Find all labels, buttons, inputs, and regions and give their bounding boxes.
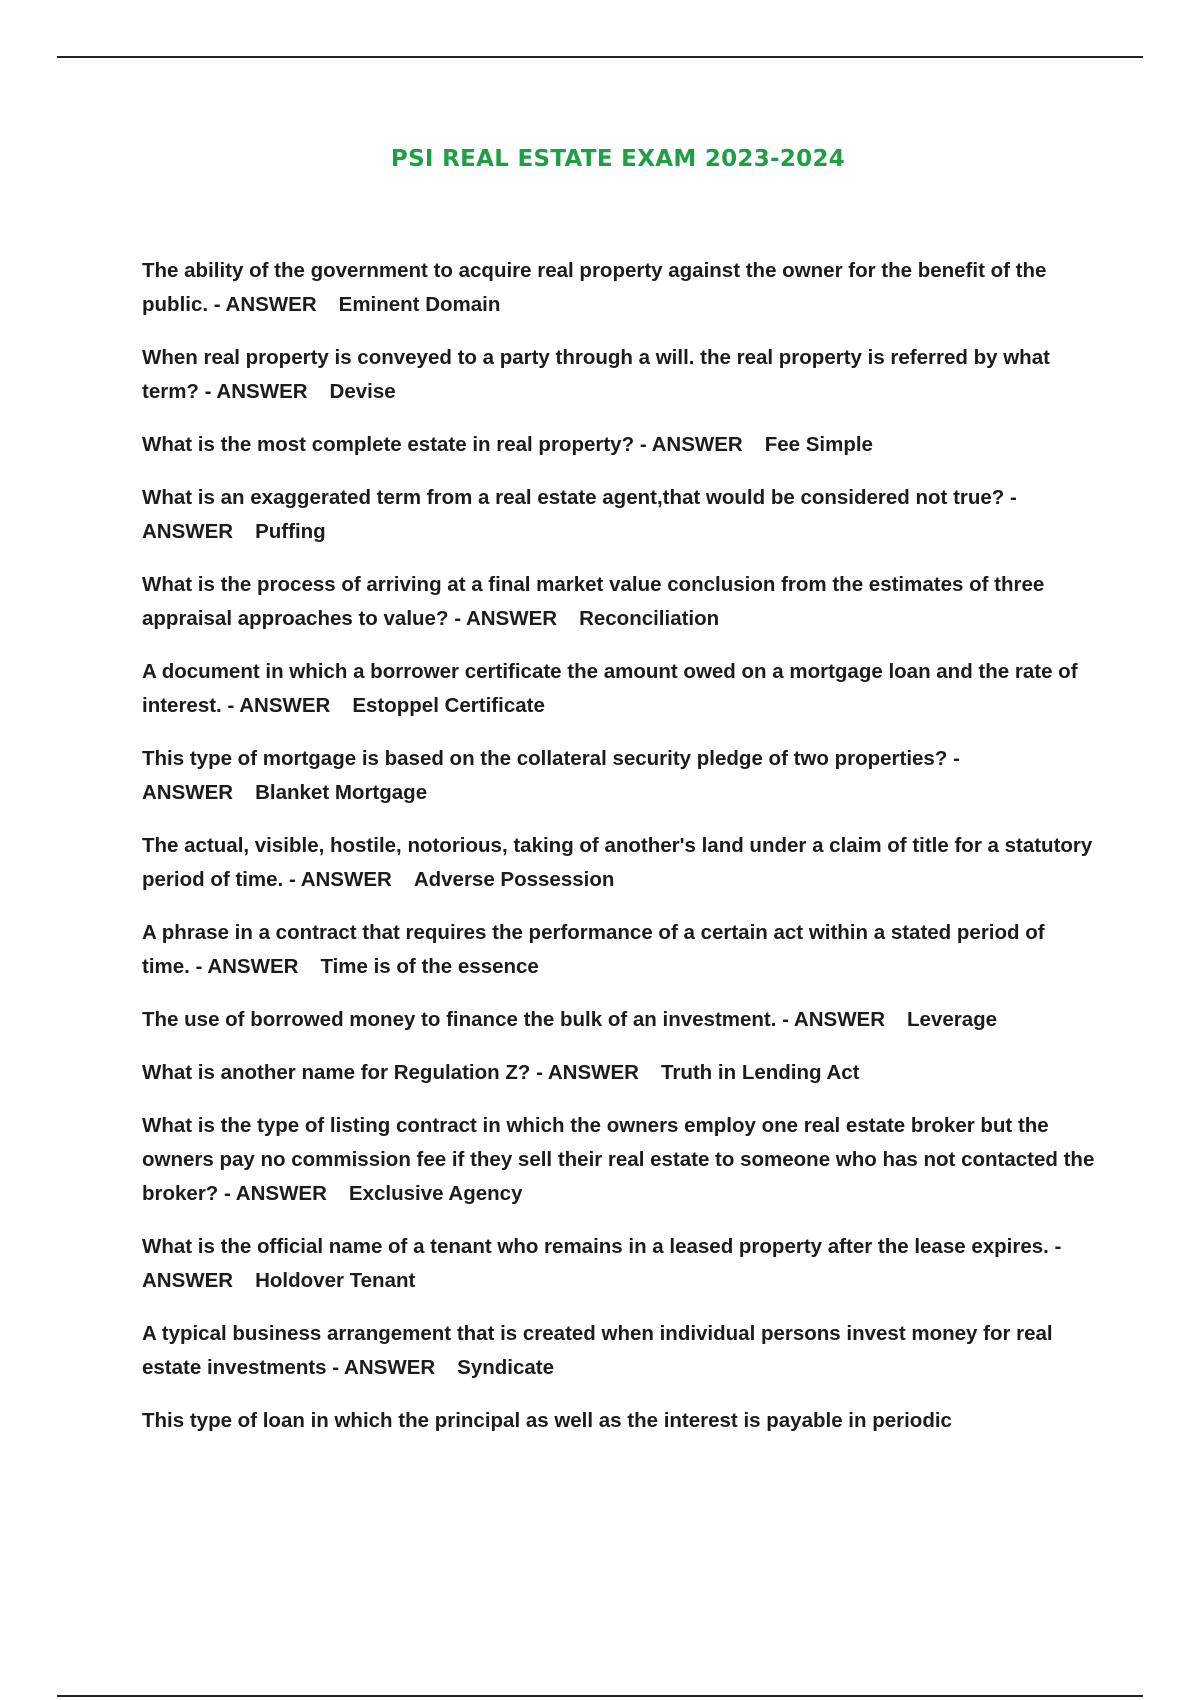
question-text: What is the type of listing contract in which the owners employ one real estate broker but the owners pay no commission fee if they sell their real estate to someone who has not contacted the broker? [142,1114,1095,1205]
answer-marker: - ANSWER [142,486,1017,543]
qa-item-2 [142,341,1097,409]
qa-item-14 [142,1317,1097,1385]
answer-marker: - ANSWER [142,1235,1062,1292]
answer-marker: - ANSWER [195,955,299,978]
qa-item-13 [142,1230,1097,1298]
answer-text: Eminent Domain [338,293,501,316]
answer-text: Estoppel Certificate [352,694,545,717]
question-text: The use of borrowed money to finance the bulk of an investment. [142,1008,777,1031]
qa-item-3 [142,428,1097,462]
answer-marker: - ANSWER [454,607,558,630]
question-text: What is an exaggerated term from a real estate agent,that would be considered not true? [142,486,1005,509]
qa-item-1 [142,254,1097,322]
qa-item-12 [142,1109,1097,1211]
qa-item-6 [142,655,1097,723]
answer-text: Fee Simple [764,433,873,456]
qa-item-8 [142,829,1097,897]
answer-text: Time is of the essence [320,955,539,978]
answer-marker: - ANSWER [142,747,960,804]
answer-marker: - ANSWER [332,1356,436,1379]
answer-text: Adverse Possession [413,868,615,891]
answer-marker: - ANSWER [288,868,392,891]
question-text: What is another name for Regulation Z? [142,1061,531,1084]
question-text: When real property is conveyed to a party through a will. the real property is referred by what term? [142,346,1050,403]
question-text: A typical business arrangement that is created when individual persons invest money for real estate investments [142,1322,1053,1379]
question-text: What is the official name of a tenant who remains in a leased property after the lease expires. [142,1235,1049,1258]
question-text: This type of loan in which the principal as well as the interest is payable in periodic [142,1409,952,1432]
qa-item-11 [142,1056,1097,1090]
answer-marker: - ANSWER [213,293,317,316]
answer-text: Exclusive Agency [348,1182,523,1205]
answer-marker: - ANSWER [782,1008,886,1031]
answer-text: Truth in Lending Act [660,1061,860,1084]
question-text: What is the most complete estate in real property? [142,433,635,456]
answer-marker: - ANSWER [536,1061,639,1084]
qa-item-5 [142,568,1097,636]
question-text: This type of mortgage is based on the collateral security pledge of two properties? [142,747,948,770]
question-text: A document in which a borrower certificate the amount owed on a mortgage loan and the rate of interest. [142,660,1078,717]
answer-text: Devise [329,380,396,403]
header-rule [57,56,1143,58]
qa-item-9 [142,916,1097,984]
question-text: What is the process of arriving at a final market value conclusion from the estimates of three appraisal approaches to value? [142,573,1045,630]
answer-text: Puffing [255,520,326,543]
answer-text: Holdover Tenant [255,1269,416,1292]
answer-text: Reconciliation [579,607,720,630]
answer-marker: - ANSWER [639,433,743,456]
qa-item-15 [142,1404,1097,1438]
question-text: The ability of the government to acquire real property against the owner for the benefit of the public. [142,259,1047,316]
qa-item-4 [142,481,1097,549]
question-text: The actual, visible, hostile, notorious, taking of another's land under a claim of title for a statutory period of time. [142,834,1093,891]
answer-marker: - ANSWER [204,380,308,403]
footer-rule [57,1695,1143,1697]
answer-text: Leverage [907,1008,998,1031]
answer-marker: - ANSWER [224,1182,327,1205]
question-list [142,254,1097,1457]
document-title: PSI REAL ESTATE EXAM 2023-2024 [390,146,846,172]
qa-item-7 [142,742,1097,810]
answer-text: Blanket Mortgage [255,781,428,804]
answer-marker: - ANSWER [227,694,331,717]
answer-text: Syndicate [457,1356,555,1379]
qa-item-10 [142,1003,1097,1037]
question-text: A phrase in a contract that requires the performance of a certain act within a stated period of time. [142,921,1045,978]
